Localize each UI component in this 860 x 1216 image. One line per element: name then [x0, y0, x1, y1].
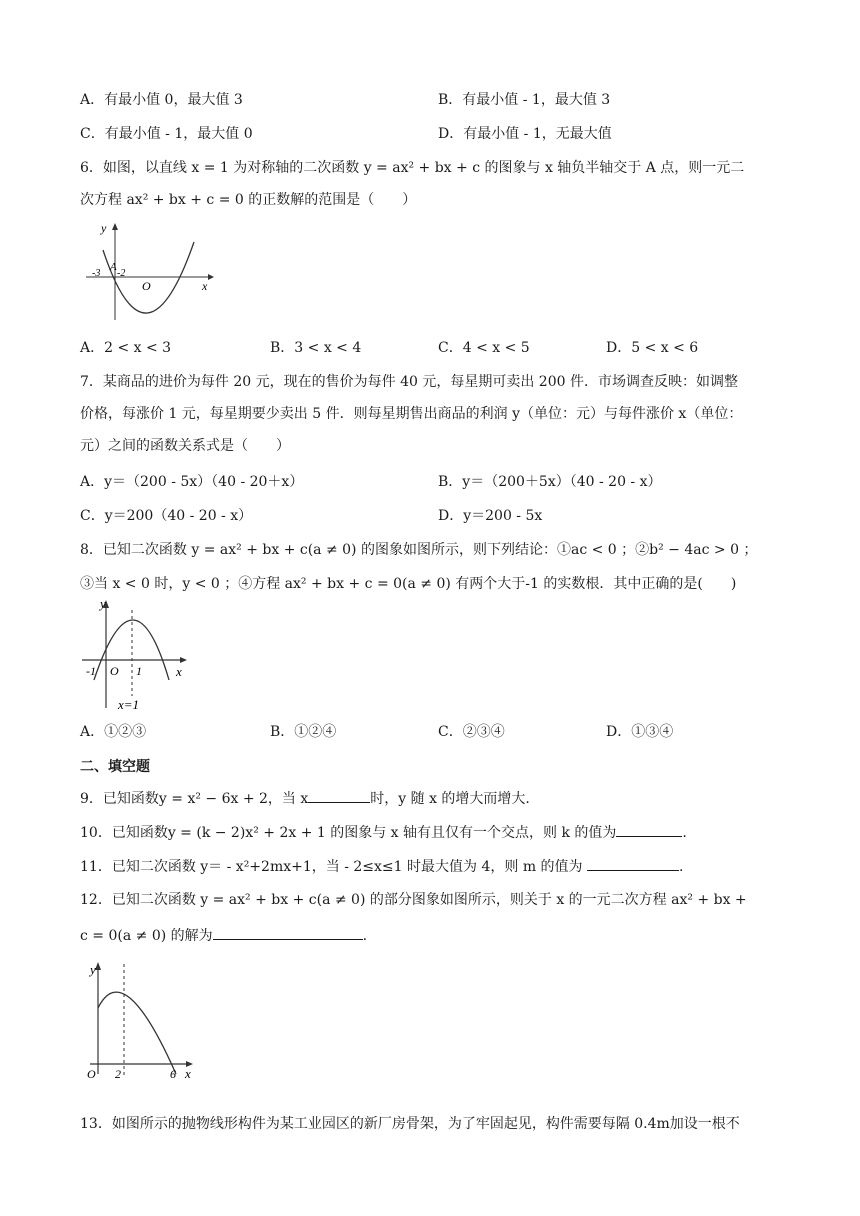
q6-parabola-figure [86, 220, 216, 325]
q6-stem-line2: 次方程 ax² + bx + c = 0 的正数解的范围是（ ） [80, 192, 417, 208]
q13-stem-line1: 13．如图所示的抛物线形构件为某工业园区的新厂房骨架，为了牢固起见，构件需要每隔 0.4m加设一根不 [80, 1116, 740, 1132]
q9-answer-blank[interactable] [308, 788, 370, 803]
q6-option-b: B．3 < x < 4 [270, 340, 362, 356]
q9-text-pre: 9．已知函数y = x² − 6x + 2，当 x [80, 791, 309, 807]
q9-stem [80, 788, 530, 809]
q12-tick-6: 6 [170, 1067, 176, 1081]
q8-stem-line2: ③当 x < 0 时，y < 0 ；④方程 ax² + bx + c = 0(a ≠ 0) 有两个大于-1 的实数根．其中正确的是( ) [80, 576, 737, 592]
q7-stem-line1: 7．某商品的进价为每件 20 元，现在的售价为每件 40 元，每星期可卖出 200 件．市场调查反映：如调整 [80, 374, 738, 390]
q12-text-pre: c = 0(a ≠ 0) 的解为 [80, 928, 213, 944]
q8-origin-label: O [110, 664, 119, 678]
q12-stem-line1: 12．已知二次函数 y = ax² + bx + c(a ≠ 0) 的部分图象如图所示，则关于 x 的一元二次方程 ax² + bx + [80, 892, 747, 908]
q8-x-label: x [176, 664, 182, 679]
q8-option-c: C．②③④ [438, 724, 505, 740]
q6-option-d: D．5 < x < 6 [606, 340, 699, 356]
q11-text-post: . [679, 859, 684, 875]
q6-option-c: C．4 < x < 5 [438, 340, 530, 356]
q5-option-c: C．有最小值 - 1，最大值 0 [80, 126, 253, 142]
q12-parabola-figure [84, 960, 199, 1080]
q9-text-post: 时，y 随 x 的增大而增大. [370, 791, 530, 807]
q8-tick-1: 1 [136, 664, 142, 678]
q7-stem-line3: 元）之间的函数关系式是（ ） [80, 438, 290, 454]
q12-origin-label: O [87, 1067, 96, 1081]
q6-point-a-label: A [110, 261, 117, 273]
q6-x-label: x [202, 279, 208, 293]
q6-y-label: y [101, 221, 107, 235]
q11-answer-blank[interactable] [587, 856, 679, 871]
q10-stem [80, 822, 687, 843]
section-title: 二、填空题 [80, 759, 150, 775]
q6-option-a: A．2 < x < 3 [80, 340, 172, 356]
q5-option-a: A．有最小值 0，最大值 3 [80, 92, 243, 108]
q8-option-d: D．①③④ [606, 724, 674, 740]
q5-option-d: D．有最小值 - 1，无最大值 [438, 126, 612, 142]
q12-text-post: . [362, 928, 368, 944]
q8-option-b: B．①②④ [270, 724, 337, 740]
q11-text-pre: 11．已知二次函数 y＝ - x²+2mx+1，当 - 2≤x≤1 时最大值为 4，则 m 的值为 [80, 859, 587, 875]
q10-text-post: . [682, 825, 687, 841]
q8-y-label: y [100, 596, 106, 611]
q8-parabola-figure [82, 598, 192, 713]
q7-option-b: B．y＝（200＋5x）（40 - 20 - x） [438, 474, 662, 490]
q7-option-c: C．y＝200（40 - 20 - x） [80, 508, 253, 524]
q10-text-pre: 10．已知函数y = (k − 2)x² + 2x + 1 的图象与 x 轴有且仅有一个交点，则 k 的值为 [80, 825, 617, 841]
q11-stem [80, 856, 683, 877]
q8-axis-label: x=1 [118, 697, 140, 712]
q8-stem-line1: 8．已知二次函数 y = ax² + bx + c(a ≠ 0) 的图象如图所示，则下列结论：①ac < 0 ；②b² − 4ac > 0 ； [80, 542, 758, 558]
q12-x-label: x [185, 1066, 191, 1081]
q10-answer-blank[interactable] [616, 822, 682, 837]
q7-stem-line2: 价格，每涨价 1 元，每星期要少卖出 5 件．则每星期售出商品的利润 y（单位：元）与每件涨价 x（单位： [80, 406, 743, 422]
q8-option-a: A．①②③ [80, 724, 147, 740]
q7-option-a: A．y＝（200 - 5x）（40 - 20＋x） [80, 474, 304, 490]
q12-stem-line2 [80, 925, 367, 946]
q6-tick-neg3: -3 [92, 268, 101, 279]
q6-stem-line1: 6．如图，以直线 x = 1 为对称轴的二次函数 y = ax² + bx + c 的图象与 x 轴负半轴交于 A 点，则一元二 [80, 160, 745, 176]
q12-y-label: y [90, 962, 96, 977]
q6-origin-label: O [142, 279, 151, 293]
q6-tick-neg2: -2 [117, 268, 126, 279]
q8-tick-neg1: -1 [86, 664, 96, 678]
q7-option-d: D．y＝200 - 5x [438, 508, 543, 524]
q12-tick-2: 2 [115, 1067, 121, 1081]
q5-option-b: B．有最小值 - 1，最大值 3 [438, 92, 611, 108]
q12-answer-blank[interactable] [213, 925, 363, 940]
